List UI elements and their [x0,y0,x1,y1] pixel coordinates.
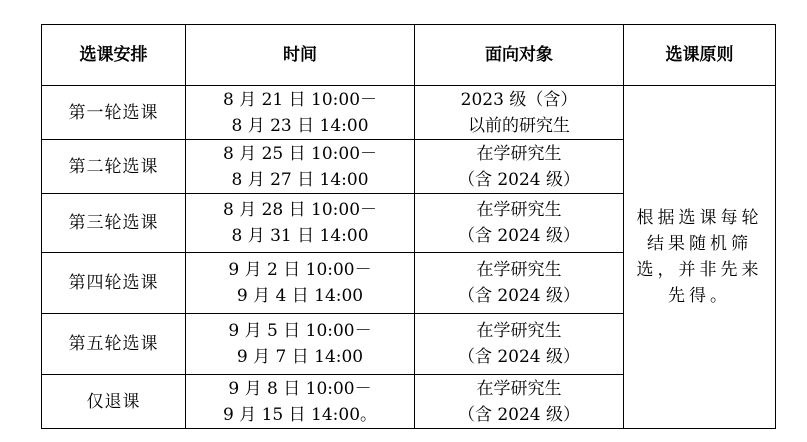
table-row [42,86,776,140]
round-cell: 第三轮选课 [42,194,186,253]
round-cell: 仅退课 [42,375,186,429]
time-cell [186,194,415,253]
time-start: 8 月 25 日 10:00－ [222,143,378,164]
round-cell: 第一轮选课 [42,86,186,140]
time-start: 9 月 8 日 10:00－ [228,378,372,399]
audience-line-1: 2023 级（含） [460,89,578,110]
audience-line-1: 在学研究生 [476,378,562,399]
time-start: 8 月 21 日 10:00－ [222,89,378,110]
time-cell [186,140,415,194]
header-arrangement: 选课安排 [42,25,186,86]
principle-line-4: 先得。 [668,286,731,306]
round-cell: 第五轮选课 [42,314,186,375]
round-cell: 第二轮选课 [42,140,186,194]
header-time: 时间 [186,25,415,86]
audience-line-2: （含 2024 级） [457,347,581,367]
time-end: 8 月 31 日 14:00 [231,226,369,246]
principle-cell [624,86,776,429]
time-start: 9 月 2 日 10:00－ [228,260,372,280]
principle-line-3: 选，并非先来 [636,260,763,280]
time-start: 9 月 5 日 10:00－ [228,321,372,341]
audience-line-2: 以前的研究生 [468,115,570,136]
audience-line-2: （含 2024 级） [457,404,581,425]
time-cell [186,253,415,314]
audience-line-1: 在学研究生 [476,200,562,220]
time-end: 9 月 4 日 14:00 [236,286,364,306]
audience-line-1: 在学研究生 [476,143,562,164]
audience-cell [415,86,624,140]
audience-line-1: 在学研究生 [476,260,562,280]
audience-line-2: （含 2024 级） [457,169,581,190]
course-selection-schedule-table [41,24,776,429]
audience-line-2: （含 2024 级） [457,286,581,306]
round-cell: 第四轮选课 [42,253,186,314]
time-cell [186,375,415,429]
audience-line-1: 在学研究生 [476,321,562,341]
audience-line-2: （含 2024 级） [457,226,581,246]
header-audience: 面向对象 [415,25,624,86]
time-cell [186,314,415,375]
time-start: 8 月 28 日 10:00－ [222,200,378,220]
header-principle: 选课原则 [624,25,776,86]
principle-line-1: 根据选课每轮 [636,208,763,228]
audience-cell [415,253,624,314]
audience-cell [415,140,624,194]
time-end: 8 月 27 日 14:00 [231,169,369,190]
time-end: 9 月 7 日 14:00 [236,347,364,367]
time-end: 9 月 15 日 14:00。 [222,404,378,425]
time-cell [186,86,415,140]
audience-cell [415,194,624,253]
header-row [42,25,776,86]
audience-cell [415,375,624,429]
audience-cell [415,314,624,375]
time-end: 8 月 23 日 14:00 [231,115,369,136]
principle-line-2: 结果随机筛 [647,234,752,254]
